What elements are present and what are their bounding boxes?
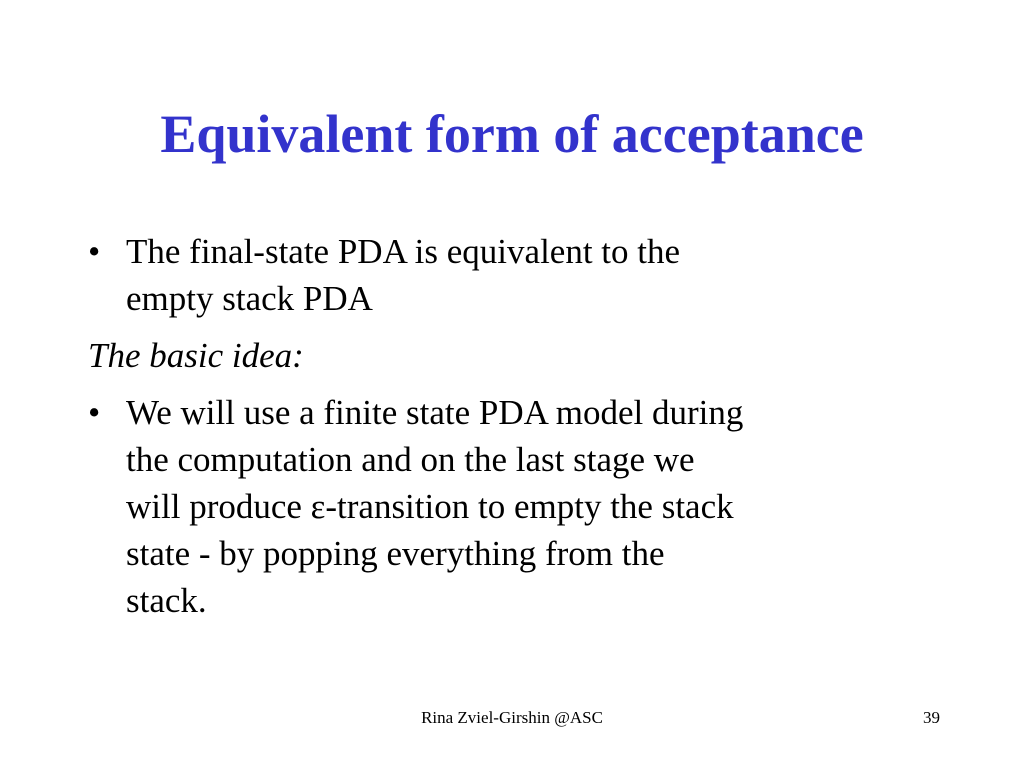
bullet-2-line-5: stack. — [126, 581, 207, 620]
slide-body — [88, 228, 988, 624]
bullet-2-line-1: We will use a finite state PDA model during — [126, 393, 744, 432]
bullet-item-2 — [88, 389, 988, 624]
italic-subheading: The basic idea: — [88, 336, 304, 375]
bullet-dot: • — [88, 232, 101, 271]
bullet-2-line-3: will produce ε-transition to empty the stack — [126, 487, 734, 526]
slide-title: Equivalent form of acceptance — [160, 104, 864, 164]
bullet-1-line-1: The final-state PDA is equivalent to the — [126, 232, 681, 271]
bullet-item-1 — [88, 228, 988, 322]
bullet-1-line-2: empty stack PDA — [126, 279, 373, 318]
bullet-2-line-2: the computation and on the last stage we — [126, 440, 695, 479]
bullet-dot: • — [88, 393, 101, 432]
page-number: 39 — [923, 708, 940, 727]
bullet-2-line-4: state - by popping everything from the — [126, 534, 665, 573]
footer-author: Rina Zviel-Girshin @ASC — [421, 708, 603, 727]
